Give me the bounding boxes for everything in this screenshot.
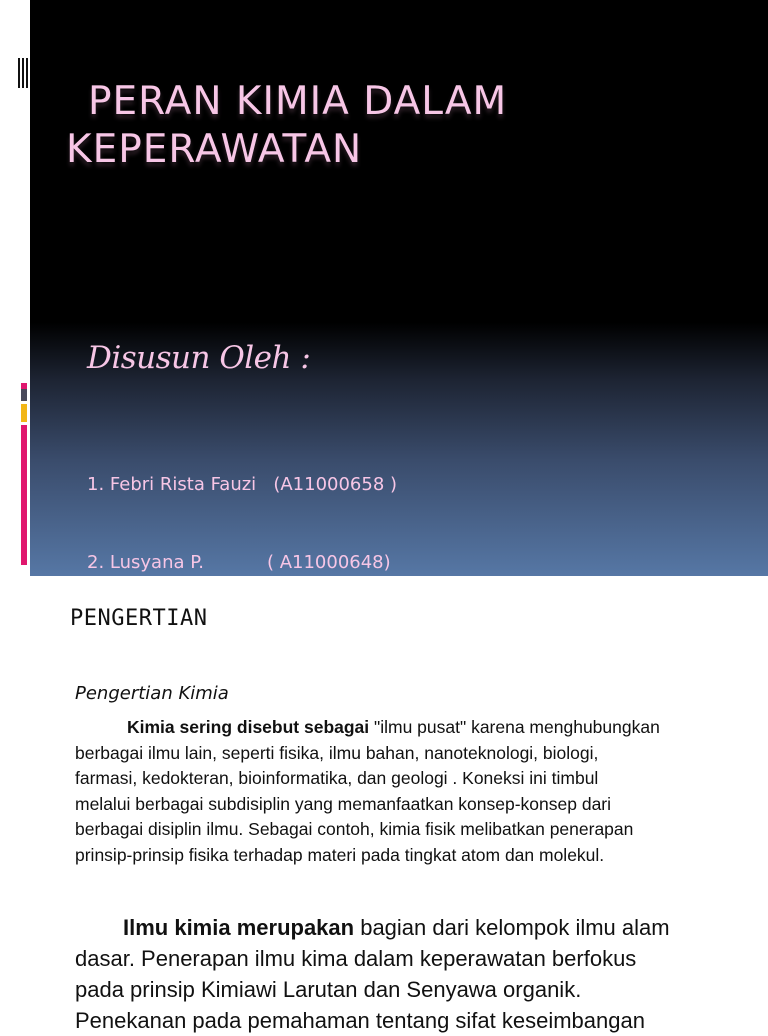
slide-title-line2: KEPERAWATAN	[66, 127, 363, 172]
author-item: 1. Febri Rista Fauzi (A11000658 )	[87, 474, 398, 495]
slide-edge-marks	[18, 58, 28, 88]
paragraph-1-line: berbagai ilmu lain, seperti fisika, ilmu bahan, nanoteknologi, biologi,	[75, 742, 599, 763]
slide-title-line1: PERAN KIMIA DALAM	[88, 79, 508, 124]
paragraph-1-text: "ilmu pusat" karena menghubungkan	[369, 717, 660, 737]
paragraph-2-line	[75, 912, 735, 943]
paragraph-2	[75, 912, 735, 1036]
paragraph-1	[75, 715, 715, 868]
paragraph-2-line: Penekanan pada pemahaman tentang sifat keseimbangan	[75, 1008, 645, 1033]
authors-heading: Disusun Oleh :	[87, 340, 311, 376]
section-heading: PENGERTIAN	[70, 606, 208, 631]
accent-strip-pink	[21, 425, 27, 565]
accent-strip-gray	[21, 389, 27, 401]
paragraph-2-text: bagian dari kelompok ilmu alam	[354, 915, 670, 940]
paragraph-1-line	[75, 715, 715, 741]
paragraph-2-line: pada prinsip Kimiawi Larutan dan Senyawa organik.	[75, 977, 582, 1002]
paragraph-1-line: farmasi, kedokteran, bioinformatika, dan geologi . Koneksi ini timbul	[75, 768, 599, 788]
paragraph-2-bold-lead: Ilmu kimia merupakan	[123, 915, 355, 940]
document-page	[0, 576, 768, 1033]
paragraph-1-bold-lead: Kimia sering disebut sebagai	[127, 717, 370, 737]
paragraph-2-line: dasar. Penerapan ilmu kima dalam keperawatan berfokus	[75, 946, 637, 971]
slide-title	[66, 78, 746, 174]
section-subheading: Pengertian Kimia	[75, 683, 229, 704]
author-item: 2. Lusyana P. ( A11000648)	[87, 552, 391, 573]
paragraph-1-line: prinsip-prinsip fisika terhadap materi pada tingkat atom dan molekul.	[75, 844, 605, 865]
accent-strip-yellow	[21, 404, 27, 422]
paragraph-1-line: berbagai disiplin ilmu. Sebagai contoh, kimia fisik melibatkan penerapan	[75, 819, 634, 839]
paragraph-1-line: melalui berbagai subdisiplin yang memanfaatkan konsep-konsep dari	[75, 793, 612, 814]
